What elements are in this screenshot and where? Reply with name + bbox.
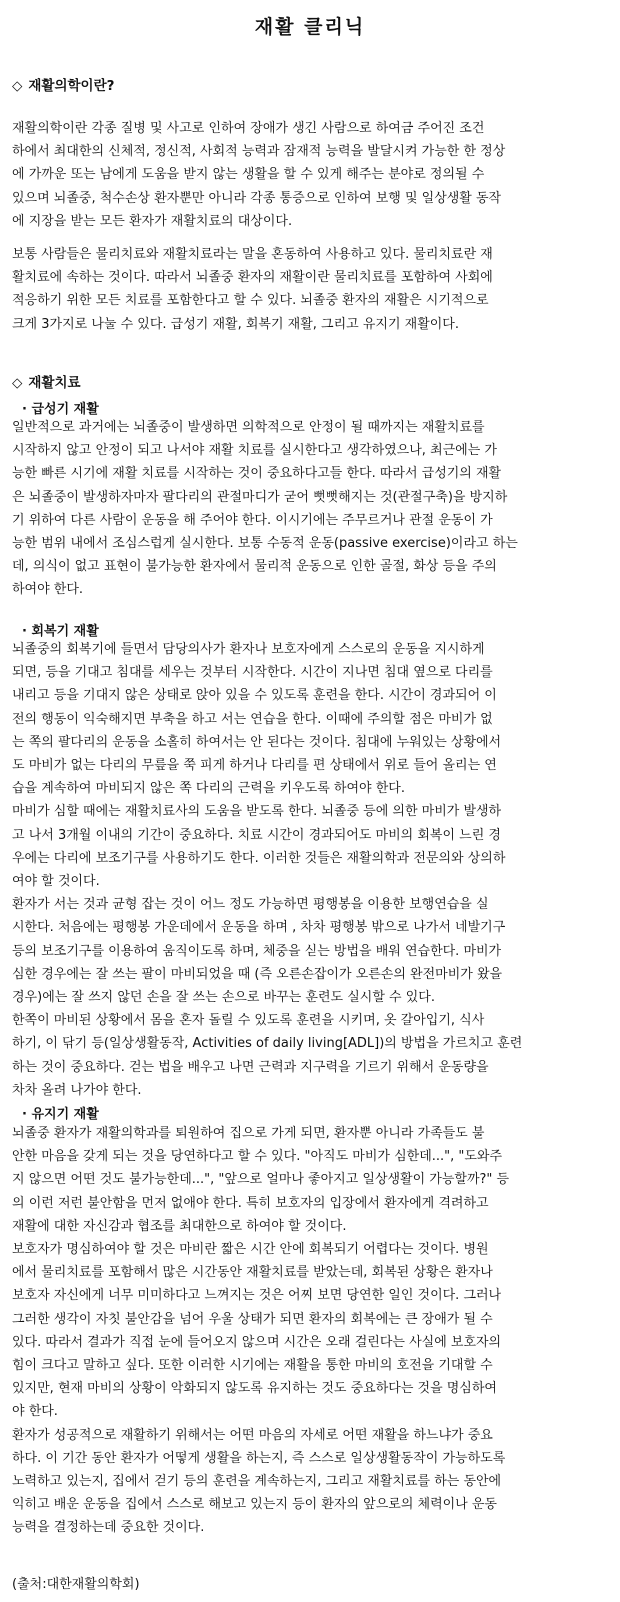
paragraph-line: 시한다. 처음에는 평행봉 가운데에서 운동을 하며 , 차차 평행봉 밖으로 나가서 네발기구: [12, 920, 506, 936]
paragraph-line: 습을 계속하여 마비되지 않은 쪽 다리의 근력을 키우도록 하여야 한다.: [12, 781, 405, 797]
paragraph-line: 있다. 따라서 결과가 직접 눈에 들어오지 않으며 시간은 오래 걸린다는 사실에 보호자의: [12, 1334, 502, 1350]
paragraph-line: 도 마비가 없는 다리의 무릎을 쭉 피게 하거나 다리를 편 상태에서 위로 들어 올리는 연: [12, 758, 497, 774]
paragraph-line: 고 나서 3개월 이내의 기간이 중요하다. 치료 시간이 경과되어도 마비의 회복이 느린 경: [12, 827, 501, 843]
paragraph-line: 일반적으로 과거에는 뇌졸중이 발생하면 의학적으로 안정이 될 때까지는 재활치료를: [12, 420, 485, 435]
section-heading-text: 재활의학이란?: [28, 78, 115, 94]
paragraph-line: 있지만, 현재 마비의 상황이 악화되지 않도록 유지하는 것도 중요하다는 것을 명심하여: [12, 1381, 497, 1397]
subheading-maintenance-rehab: · 유지기 재활: [22, 1107, 99, 1122]
paragraph-line: 뇌졸중 환자가 재활의학과를 퇴원하여 집으로 가게 되면, 환자뿐 아니라 가족들도 불: [12, 1126, 485, 1141]
paragraph-line: 활치료에 속하는 것이다. 따라서 뇌졸중 환자의 재활이란 물리치료를 포함하여 사회에: [12, 270, 493, 286]
paragraph-line: 보통 사람들은 물리치료와 재활치료라는 말을 혼동하여 사용하고 있다. 물리치료란 재: [12, 247, 493, 262]
paragraph-line: 지 않으면 어떤 것도 불가능한데...", "앞으로 얼마나 좋아지고 일상생활이 가능할까?" 등: [12, 1172, 510, 1188]
paragraph-line: 크게 3가지로 나눌 수 있다. 급성기 재활, 회복기 재활, 그리고 유지기 재활이다.: [12, 316, 459, 332]
paragraph-line: 되면, 등을 기대고 침대를 세우는 것부터 시작한다. 시간이 지나면 침대 옆으로 다리를: [12, 665, 493, 681]
paragraph-line: 기 위하여 다른 사람이 운동을 해 주어야 한다. 이시기에는 주무르거나 관절 운동이 가: [12, 512, 493, 528]
paragraph-line: 하여야 한다.: [12, 582, 84, 598]
paragraph-line: 우에는 다리에 보조기구를 사용하기도 한다. 이러한 것들은 재활의학과 전문의와 상의하: [12, 850, 506, 866]
section-heading-text: 재활치료: [28, 375, 81, 391]
paragraph: [12, 117, 608, 233]
paragraph-line: 안한 마음을 갖게 되는 것을 당연하다고 할 수 있다. "아직도 마비가 심한데...", "도와주: [12, 1149, 503, 1165]
paragraph-line: 여야 할 것이다.: [12, 874, 100, 890]
subheading-recovery-rehab: · 회복기 재활: [22, 624, 99, 639]
paragraph-line: 는 쪽의 팔다리의 운동을 소홀히 하여서는 안 된다는 것이다. 침대에 누워있는 상황에서: [12, 734, 502, 750]
paragraph-line: 데, 의식이 없고 표현이 불가능한 환자에서 물리적 운동으로 인한 골절, 화상 등을 주의: [12, 559, 497, 575]
paragraph-line: 하는 것이 중요하다. 걷는 법을 배우고 나면 근력과 지구력을 기르기 위해서 운동량을: [12, 1059, 489, 1075]
paragraph-line: 보호자 자신에게 너무 미미하다고 느껴지는 것은 어찌 보면 당연한 일인 것이다. 그러나: [12, 1288, 502, 1304]
paragraph-line: 익히고 배운 운동을 집에서 스스로 해보고 있는지 등이 환자의 앞으로의 체력이나 운동: [12, 1497, 497, 1513]
paragraph-line: 에 지장을 받는 모든 환자가 재활치료의 대상이다.: [12, 213, 293, 229]
section-heading-rehab-medicine: [12, 74, 114, 94]
paragraph-line: 능력을 결정하는데 중요한 것이다.: [12, 1520, 205, 1536]
paragraph-line: 환자가 성공적으로 재활하기 위해서는 어떤 마음의 자세로 어떤 재활을 하느냐가 중요: [12, 1427, 493, 1443]
paragraph: [12, 243, 608, 336]
paragraph-line: 은 뇌졸중이 발생하자마자 팔다리의 관절마디가 굳어 뻣뻣해지는 것(관절구축)을 방지하: [12, 489, 508, 505]
paragraph-line: 내리고 등을 기대지 않은 상태로 앉아 있을 수 있도록 훈련을 한다. 시간이 경과되어 이: [12, 688, 497, 704]
source-citation: (출처:대한재활의학회): [12, 1577, 140, 1592]
paragraph-line: 하에서 최대한의 신체적, 정신적, 사회적 능력과 잠재적 능력을 발달시켜 가능한 한 정상: [12, 144, 506, 160]
paragraph-line: 차차 올려 나가야 한다.: [12, 1082, 142, 1098]
paragraph-line: 에 가까운 또는 남에게 도움을 받지 않는 생활을 할 수 있게 해주는 분야로 정의될 수: [12, 167, 485, 183]
paragraph-line: 전의 행동이 익숙해지면 부축을 하고 서는 연습을 한다. 이때에 주의할 점은 마비가 없: [12, 711, 493, 727]
diamond-icon: ◇: [12, 78, 23, 94]
paragraph-line: 있으며 뇌졸중, 척수손상 환자뿐만 아니라 각종 통증으로 인하여 보행 및 일상생활 동작: [12, 190, 502, 206]
paragraph-line: 야 한다.: [12, 1404, 58, 1420]
paragraph-line: 경우)에는 잘 쓰지 않던 손을 잘 쓰는 손으로 바꾸는 훈련도 실시할 수 있다.: [12, 990, 435, 1006]
paragraph-line: 의 이런 저런 불안함을 먼저 없애야 한다. 특히 보호자의 입장에서 환자에게 격려하고: [12, 1195, 489, 1211]
paragraph: [12, 1122, 608, 1540]
document-title: 재활 클리닉: [254, 16, 366, 38]
paragraph: [12, 638, 608, 1102]
paragraph-line: 환자가 서는 것과 균형 잡는 것이 어느 정도 가능하면 평행봉을 이용한 보행연습을 실: [12, 897, 489, 913]
paragraph-line: 능한 범위 내에서 조심스럽게 실시한다. 보통 수동적 운동(passive exercise)이라고 하는: [12, 536, 518, 552]
paragraph-line: 등의 보조기구를 이용하여 움직이도록 하며, 체중을 싣는 방법을 배워 연습한다. 마비가: [12, 943, 502, 959]
paragraph-line: 적응하기 위한 모든 치료를 포함한다고 할 수 있다. 뇌졸중 환자의 재활은 시기적으로: [12, 293, 489, 309]
subheading-acute-rehab: · 급성기 재활: [22, 402, 99, 417]
paragraph-line: 에서 물리치료를 포함해서 많은 시간동안 재활치료를 받았는데, 회복된 상황은 환자나: [12, 1265, 493, 1281]
paragraph-line: 힘이 크다고 말하고 싶다. 또한 이러한 시기에는 재활을 통한 마비의 호전을 기대할 수: [12, 1358, 493, 1374]
paragraph-line: 하다. 이 기간 동안 환자가 어떻게 생활을 하는지, 즉 스스로 일상생활동작이 가능하도록: [12, 1450, 506, 1466]
paragraph-line: 뇌졸중의 회복기에 들면서 담당의사가 환자나 보호자에게 스스로의 운동을 지시하게: [12, 642, 485, 657]
paragraph-line: 하기, 이 닦기 등(일상생활동작, Activities of daily living[ADL])의 방법을 가르치고 훈련: [12, 1036, 523, 1052]
paragraph-line: 능한 빠른 시기에 재활 치료를 시작하는 것이 중요하다고들 한다. 따라서 급성기의 재활: [12, 466, 502, 482]
paragraph-line: 보호자가 명심하여야 할 것은 마비란 짧은 시간 안에 회복되기 어렵다는 것이다. 병원: [12, 1242, 489, 1258]
paragraph-line: 마비가 심할 때에는 재활치료사의 도움을 받도록 한다. 뇌졸중 등에 의한 마비가 발생하: [12, 804, 502, 820]
paragraph-line: 시작하지 않고 안정이 되고 나서야 재활 치료를 실시한다고 생각하였으나, 최근에는 가: [12, 443, 497, 459]
paragraph-line: 심한 경우에는 잘 쓰는 팔이 마비되었을 때 (즉 오른손잡이가 오른손의 완전마비가 왔을: [12, 966, 503, 982]
paragraph-line: 그러한 생각이 자칫 불안감을 넘어 우울 상태가 되면 환자의 회복에는 큰 장애가 될 수: [12, 1311, 493, 1327]
paragraph-line: 재활의학이란 각종 질병 및 사고로 인하여 장애가 생긴 사람으로 하여금 주어진 조건: [12, 121, 485, 136]
section-heading-rehab-therapy: [12, 371, 81, 391]
paragraph-line: 재활에 대한 자신감과 협조를 최대한으로 하여야 할 것이다.: [12, 1218, 347, 1234]
paragraph: [12, 416, 608, 602]
paragraph-line: 한쪽이 마비된 상황에서 몸을 혼자 돌릴 수 있도록 훈련을 시키며, 옷 갈아입기, 식사: [12, 1013, 485, 1029]
paragraph-line: 노력하고 있는지, 집에서 걷기 등의 훈련을 계속하는지, 그리고 재활치료를 하는 동안에: [12, 1474, 502, 1490]
diamond-icon: ◇: [12, 375, 23, 391]
